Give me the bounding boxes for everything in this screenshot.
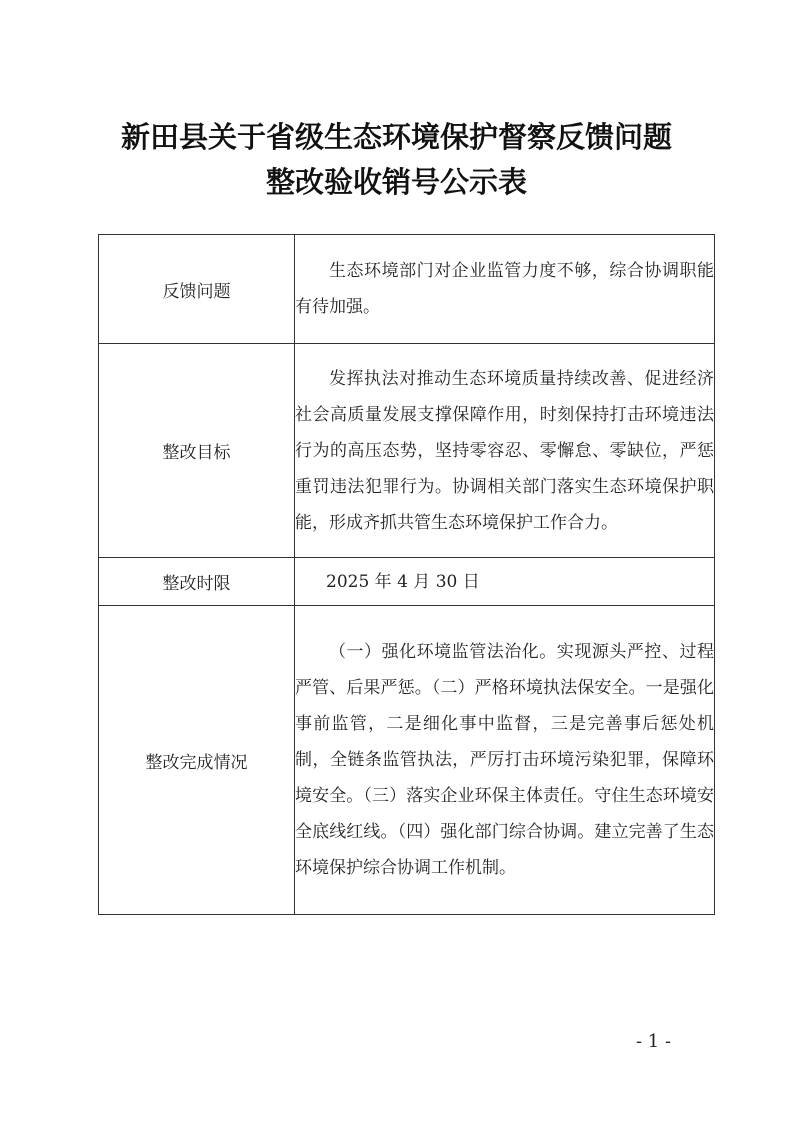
feedback-issue-text: 生态环境部门对企业监管力度不够，综合协调职能有待加强。	[295, 261, 714, 317]
row-label-rectification-goal: 整改目标	[99, 344, 295, 558]
row-content-deadline	[295, 558, 715, 606]
row-label-feedback-issue: 反馈问题	[99, 235, 295, 344]
page-number: - 1 -	[636, 1031, 672, 1052]
row-label-completion-status: 整改完成情况	[99, 606, 295, 915]
completion-status-text: （一）强化环境监管法治化。实现源头严控、过程严管、后果严惩。（二）严格环境执法保安全。一是强化事前监管，二是细化事中监督，三是完善事后惩处机制，全链条监管执法，严厉打击环境污染犯罪，保障环境安全。（三）落实企业环保主体责任。守住生态环境安全底线红线。（四）强化部门综合协调。建立完善了生态环境保护综合协调工作机制。	[295, 642, 714, 878]
deadline-date: 2025 年 4 月 30 日	[326, 571, 480, 592]
rectification-table	[98, 234, 715, 915]
document-title-line-2: 整改验收销号公示表	[265, 165, 527, 199]
document-title-line-1: 新田县关于省级生态环境保护督察反馈问题	[120, 120, 672, 154]
row-content-feedback-issue	[295, 235, 715, 344]
table-row-feedback-issue	[99, 235, 715, 344]
row-content-completion-status	[295, 606, 715, 915]
table-row-deadline	[99, 558, 715, 606]
row-label-deadline: 整改时限	[99, 558, 295, 606]
table-row-completion-status	[99, 606, 715, 915]
rectification-goal-text: 发挥执法对推动生态环境质量持续改善、促进经济社会高质量发展支撑保障作用，时刻保持打击环境违法行为的高压态势，坚持零容忍、零懈怠、零缺位，严惩重罚违法犯罪行为。协调相关部门落实生态环境保护职能，形成齐抓共管生态环境保护工作合力。	[295, 368, 714, 533]
row-content-rectification-goal	[295, 344, 715, 558]
table-row-rectification-goal	[99, 344, 715, 558]
